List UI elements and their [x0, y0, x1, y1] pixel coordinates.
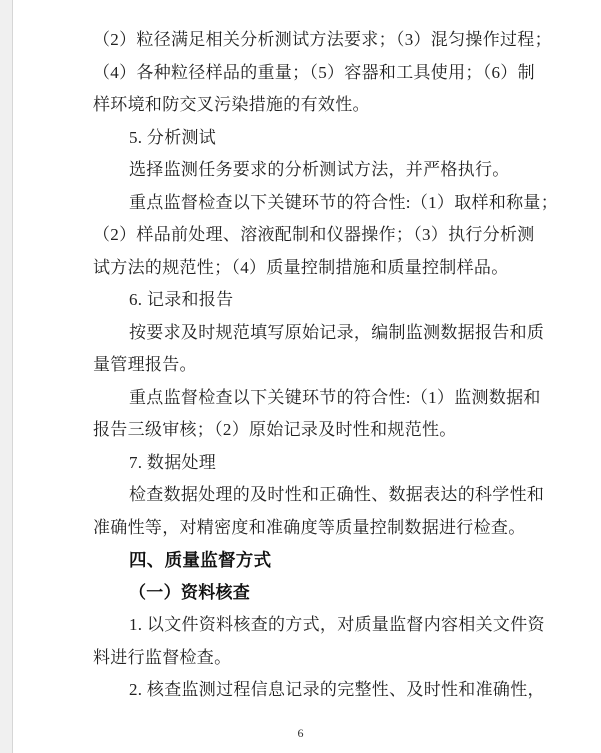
text-line: 报告三级审核；（2）原始记录及时性和规范性。	[93, 420, 457, 439]
text-line: 重点监督检查以下关键环节的符合性:（1）取样和称量；	[129, 192, 559, 212]
text-line: 选择监测任务要求的分析测试方法，并严格执行。	[129, 160, 510, 179]
document-body	[93, 24, 578, 707]
text-line: 样环境和防交叉污染措施的有效性。	[93, 95, 370, 114]
text-line: （2）粒径满足相关分析测试方法要求；（3）混匀操作过程；	[93, 30, 552, 49]
text-line: 6. 记录和报告	[129, 290, 234, 309]
text-line: （4）各种粒径样品的重量；（5）容器和工具使用；（6）制	[93, 62, 535, 82]
text-line: 料进行监督检查。	[93, 647, 232, 667]
text-line: 试方法的规范性；（4）质量控制措施和质量控制样品。	[93, 257, 509, 277]
text-line: 2. 核查监测过程信息记录的完整性、及时性和准确性，	[129, 680, 545, 699]
text-line: 1. 以文件资料核查的方式，对质量监督内容相关文件资	[129, 615, 545, 634]
text-line: 检查数据处理的及时性和正确性、数据表达的科学性和	[129, 485, 545, 504]
text-line: 重点监督检查以下关键环节的符合性:（1）监测数据和	[129, 387, 541, 407]
text-line: 5. 分析测试	[129, 127, 217, 147]
section-heading: （一）资料核查	[129, 582, 251, 602]
section-heading: 四、质量监督方式	[129, 550, 272, 570]
text-line: （2）样品前处理、溶液配制和仪器操作；（3）执行分析测	[93, 225, 535, 244]
text-line: 按要求及时规范填写原始记录，编制监测数据报告和质	[129, 322, 545, 342]
page-left-edge	[0, 0, 13, 753]
page-number: 6	[297, 726, 304, 740]
text-line: 准确性等，对精密度和准确度等质量控制数据进行检查。	[93, 517, 526, 537]
text-line: 量管理报告。	[93, 355, 197, 374]
text-line: 7. 数据处理	[129, 452, 217, 472]
